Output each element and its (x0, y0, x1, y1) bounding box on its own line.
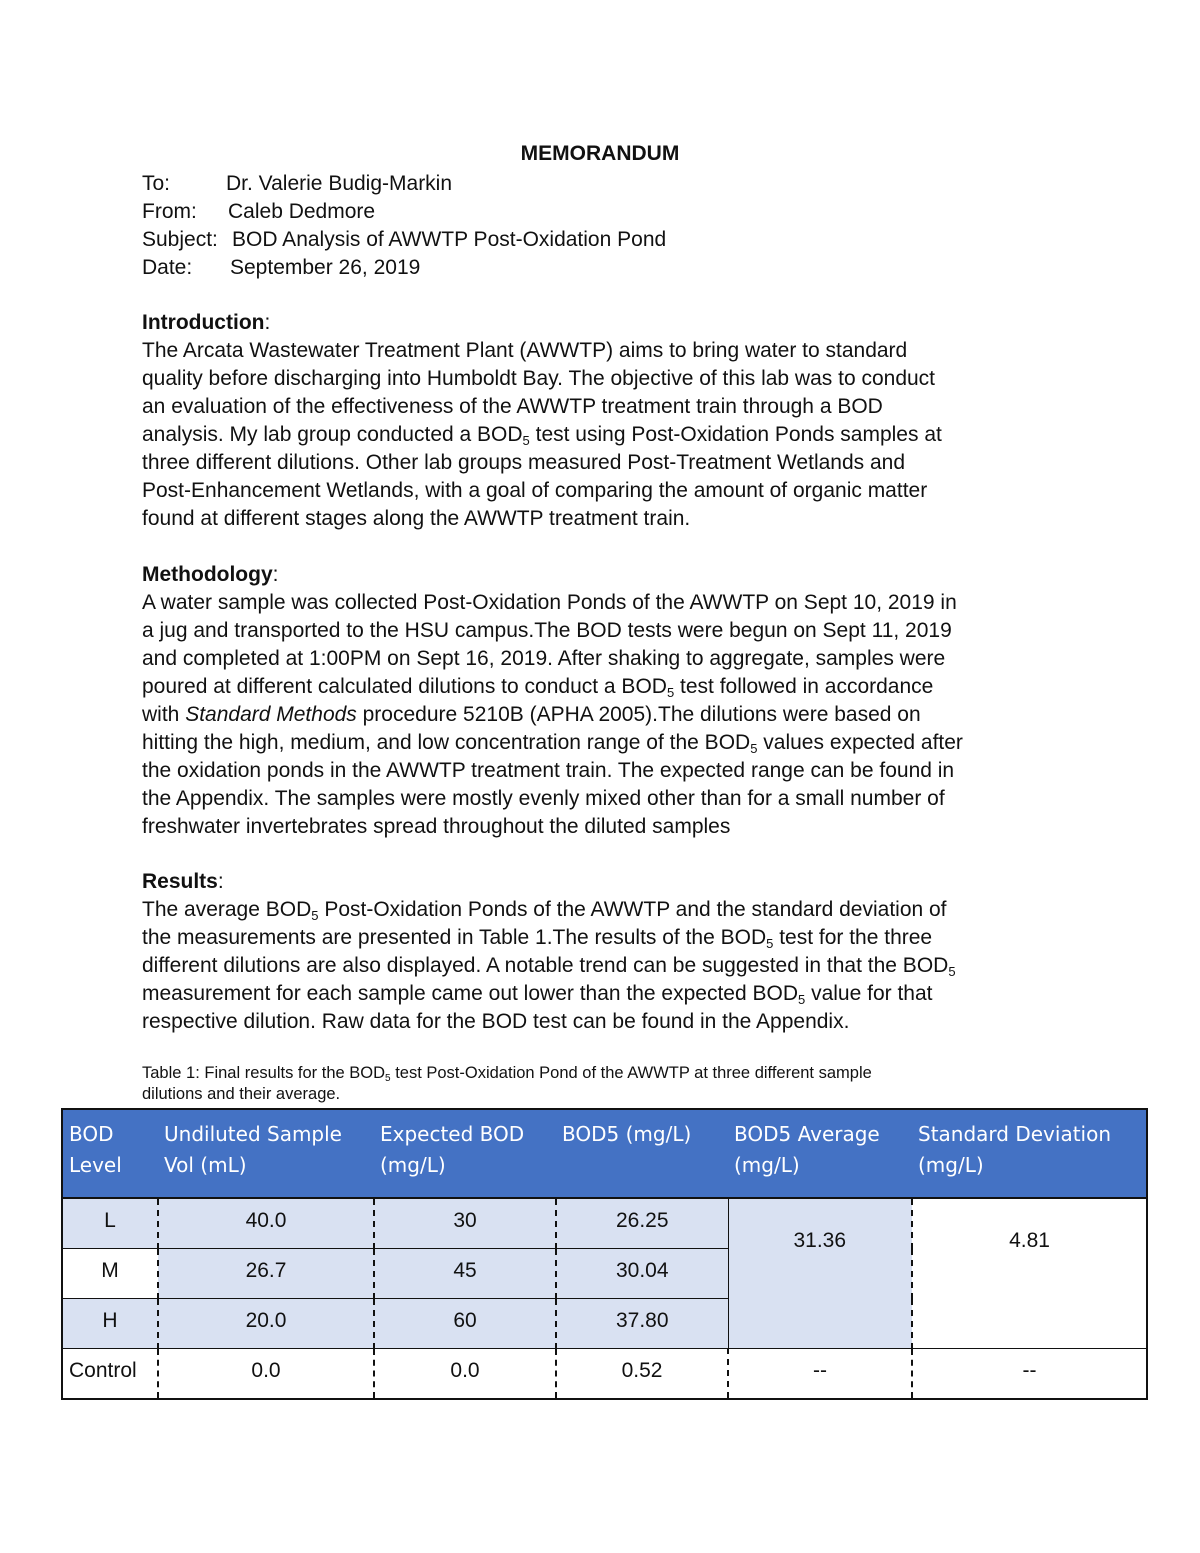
text-span: measurement for each sample came out lower than the expected BOD (142, 982, 799, 1005)
from-label: From: (142, 200, 197, 223)
text-line (142, 421, 1072, 449)
text-line: freshwater invertebrates spread throughout the diluted samples (142, 815, 731, 838)
text-span: values expected after (763, 731, 963, 754)
cell-bod5: 37.80 (556, 1299, 728, 1349)
text-line (142, 952, 1072, 980)
text-span: hitting the high, medium, and low concentration range of the BOD (142, 731, 751, 754)
text-line: the oxidation ponds in the AWWTP treatment train. The expected range can be found in (142, 759, 955, 782)
table-caption (142, 1063, 1042, 1105)
cell-level: L (62, 1198, 158, 1249)
introduction-section (142, 309, 1072, 533)
cell-std-dev: -- (912, 1349, 1147, 1400)
italic-reference: Standard Methods (185, 703, 357, 726)
text-line (142, 896, 1072, 924)
subscript: 5 (385, 1073, 391, 1084)
results-heading-text: Results (142, 870, 218, 893)
cell-volume: 26.7 (158, 1249, 374, 1299)
text-line: a jug and transported to the HSU campus.The BOD tests were begun on Sept 11, 2019 (142, 619, 952, 642)
subject-value: BOD Analysis of AWWTP Post-Oxidation Pond (232, 228, 667, 251)
text-span: the measurements are presented in Table 1.The results of the BOD (142, 926, 767, 949)
cell-std-dev: 4.81 (912, 1198, 1147, 1349)
to-value: Dr. Valerie Budig-Markin (226, 172, 453, 195)
subscript: 5 (948, 964, 956, 979)
caption-text: dilutions and their average. (142, 1085, 341, 1103)
cell-bod5: 26.25 (556, 1198, 728, 1249)
memo-title: MEMORANDUM (520, 142, 680, 165)
introduction-paragraph (142, 337, 1072, 533)
caption-text: test Post-Oxidation Pond of the AWWTP at three different sample (395, 1064, 872, 1082)
text-span: Post-Oxidation Ponds of the AWWTP and the standard deviation of (318, 898, 947, 921)
cell-level: M (62, 1249, 158, 1299)
cell-volume: 40.0 (158, 1198, 374, 1249)
methodology-heading: Methodology: (142, 563, 279, 586)
header-bod5-average: BOD5 Average (mg/L) (728, 1109, 912, 1198)
header-bod5: BOD5 (mg/L) (556, 1109, 728, 1198)
text-line (142, 729, 1072, 757)
methodology-paragraph (142, 589, 1072, 841)
text-span: procedure 5210B (APHA 2005).The dilutions were based on (356, 703, 921, 726)
text-line (142, 924, 1072, 952)
text-line: the Appendix. The samples were mostly evenly mixed other than for a small number of (142, 787, 945, 810)
text-span: test using Post-Oxidation Ponds samples at (535, 423, 942, 446)
text-span: test followed in accordance (680, 675, 934, 698)
text-line: and completed at 1:00PM on Sept 16, 2019. After shaking to aggregate, samples were (142, 647, 946, 670)
text-line: three different dilutions. Other lab groups measured Post-Treatment Wetlands and (142, 451, 906, 474)
cell-volume: 0.0 (158, 1349, 374, 1400)
text-line: A water sample was collected Post-Oxidation Ponds of the AWWTP on Sept 10, 2019 in (142, 591, 957, 614)
text-line: Post-Enhancement Wetlands, with a goal of comparing the amount of organic matter (142, 479, 928, 502)
subscript: 5 (311, 908, 319, 923)
cell-level: H (62, 1299, 158, 1349)
table-row (62, 1349, 1147, 1400)
text-span: different dilutions are also displayed. A notable trend can be suggested in that the BOD (142, 954, 949, 977)
from-value: Caleb Dedmore (228, 200, 376, 223)
text-span: value for that (805, 982, 933, 1005)
cell-expected: 30 (374, 1198, 556, 1249)
cell-expected: 0.0 (374, 1349, 556, 1400)
methodology-heading-text: Methodology (142, 563, 273, 586)
subject-row (142, 226, 666, 254)
table-row (62, 1198, 1147, 1249)
table-header-row (62, 1109, 1147, 1198)
from-row (142, 198, 666, 226)
date-value: September 26, 2019 (230, 256, 421, 279)
to-row (142, 170, 666, 198)
to-label: To: (142, 172, 171, 195)
text-span: poured at different calculated dilutions to conduct a BOD (142, 675, 667, 698)
cell-level: Control (62, 1349, 158, 1400)
header-bod-level: BOD Level (62, 1109, 158, 1198)
date-label: Date: (142, 256, 193, 279)
cell-expected: 45 (374, 1249, 556, 1299)
text-line: an evaluation of the effectiveness of the AWWTP treatment train through a BOD (142, 395, 883, 418)
memo-header (142, 170, 666, 282)
results-paragraph (142, 896, 1072, 1036)
subscript: 5 (666, 685, 675, 700)
text-line: quality before discharging into Humboldt Bay. The objective of this lab was to conduct (142, 367, 936, 390)
subscript: 5 (750, 741, 758, 756)
header-undiluted-volume: Undiluted Sample Vol (mL) (158, 1109, 374, 1198)
cell-bod5: 0.52 (556, 1349, 728, 1400)
text-span: analysis. My lab group conducted a BOD (142, 423, 523, 446)
text-line (142, 701, 1072, 729)
header-standard-deviation: Standard Deviation (mg/L) (912, 1109, 1147, 1198)
subject-label: Subject: (142, 228, 218, 251)
cell-average: 31.36 (728, 1198, 912, 1349)
text-line: respective dilution. Raw data for the BOD test can be found in the Appendix. (142, 1010, 850, 1033)
text-line: The Arcata Wastewater Treatment Plant (AWWTP) aims to bring water to standard (142, 339, 908, 362)
text-line (142, 980, 1072, 1008)
results-heading: Results: (142, 870, 224, 893)
bod-results-table (61, 1108, 1148, 1400)
text-line: found at different stages along the AWWTP treatment train. (142, 507, 691, 530)
text-line (142, 673, 1072, 701)
header-expected-bod: Expected BOD (mg/L) (374, 1109, 556, 1198)
cell-bod5: 30.04 (556, 1249, 728, 1299)
cell-expected: 60 (374, 1299, 556, 1349)
results-section (142, 868, 1072, 1036)
cell-volume: 20.0 (158, 1299, 374, 1349)
introduction-heading-text: Introduction (142, 311, 265, 334)
subscript: 5 (766, 936, 774, 951)
subscript: 5 (798, 992, 806, 1007)
text-span: test for the three (773, 926, 933, 949)
cell-average: -- (728, 1349, 912, 1400)
date-row (142, 254, 666, 282)
text-span: The average BOD (142, 898, 312, 921)
caption-text: Table 1: Final results for the BOD (142, 1064, 386, 1082)
introduction-heading: Introduction: (142, 311, 271, 334)
text-span: with (142, 703, 186, 726)
subscript: 5 (522, 433, 530, 448)
methodology-section (142, 561, 1072, 841)
